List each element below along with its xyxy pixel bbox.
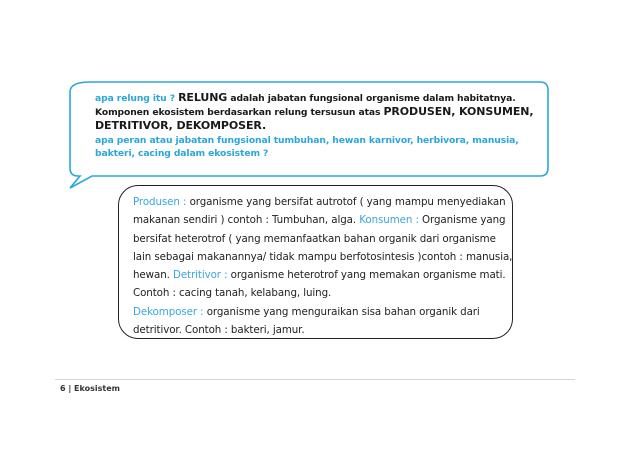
- footer-divider: [55, 379, 575, 380]
- def-konsumen: Organisme yang bersifat heterotrof ( yang memanfaatkan bahan organik dari organisme lain sebagai makanannya/ tidak mampu berfotosintesis )contoh : manusia, hewan.: [133, 214, 513, 282]
- relung-definition: adalah jabatan fungsional organisme dalam habitatnya. Komponen ekosistem berdasarkan relung tersusun atas: [95, 93, 516, 119]
- relung-word: RELUNG: [178, 91, 228, 104]
- relung-components: PRODUSEN, KONSUMEN, DETRITIVOR, DEKOMPOSER.: [95, 105, 534, 133]
- term-dekomposer: Dekomposer :: [133, 305, 204, 318]
- question-relung: apa relung itu ?: [95, 93, 175, 104]
- def-detritivor: organisme heterotrof yang memakan organisme mati. Contoh : cacing tanah, kelabang, luing.: [133, 269, 506, 300]
- page-footer-label: 6 | Ekosistem: [60, 384, 120, 393]
- term-detritivor: Detritivor :: [172, 269, 228, 282]
- term-konsumen: Konsumen :: [359, 214, 419, 227]
- question-callout: [95, 91, 535, 160]
- question-peran: apa peran atau jabatan fungsional tumbuhan, hewan karnivor, herbivora, manusia, bakteri, cacing dalam ekosistem ?: [95, 134, 519, 159]
- def-produsen: organisme yang bersifat autrotof ( yang mampu menyediakan makanan sendiri ) contoh : Tumbuhan, alga.: [133, 196, 506, 227]
- def-dekomposer: organisme yang menguraikan sisa bahan organik dari detritivor. Contoh : bakteri, jamur.: [133, 305, 480, 337]
- term-produsen: Produsen :: [133, 196, 187, 208]
- answer-text: [133, 193, 513, 339]
- callout-paragraph-1: [95, 91, 535, 134]
